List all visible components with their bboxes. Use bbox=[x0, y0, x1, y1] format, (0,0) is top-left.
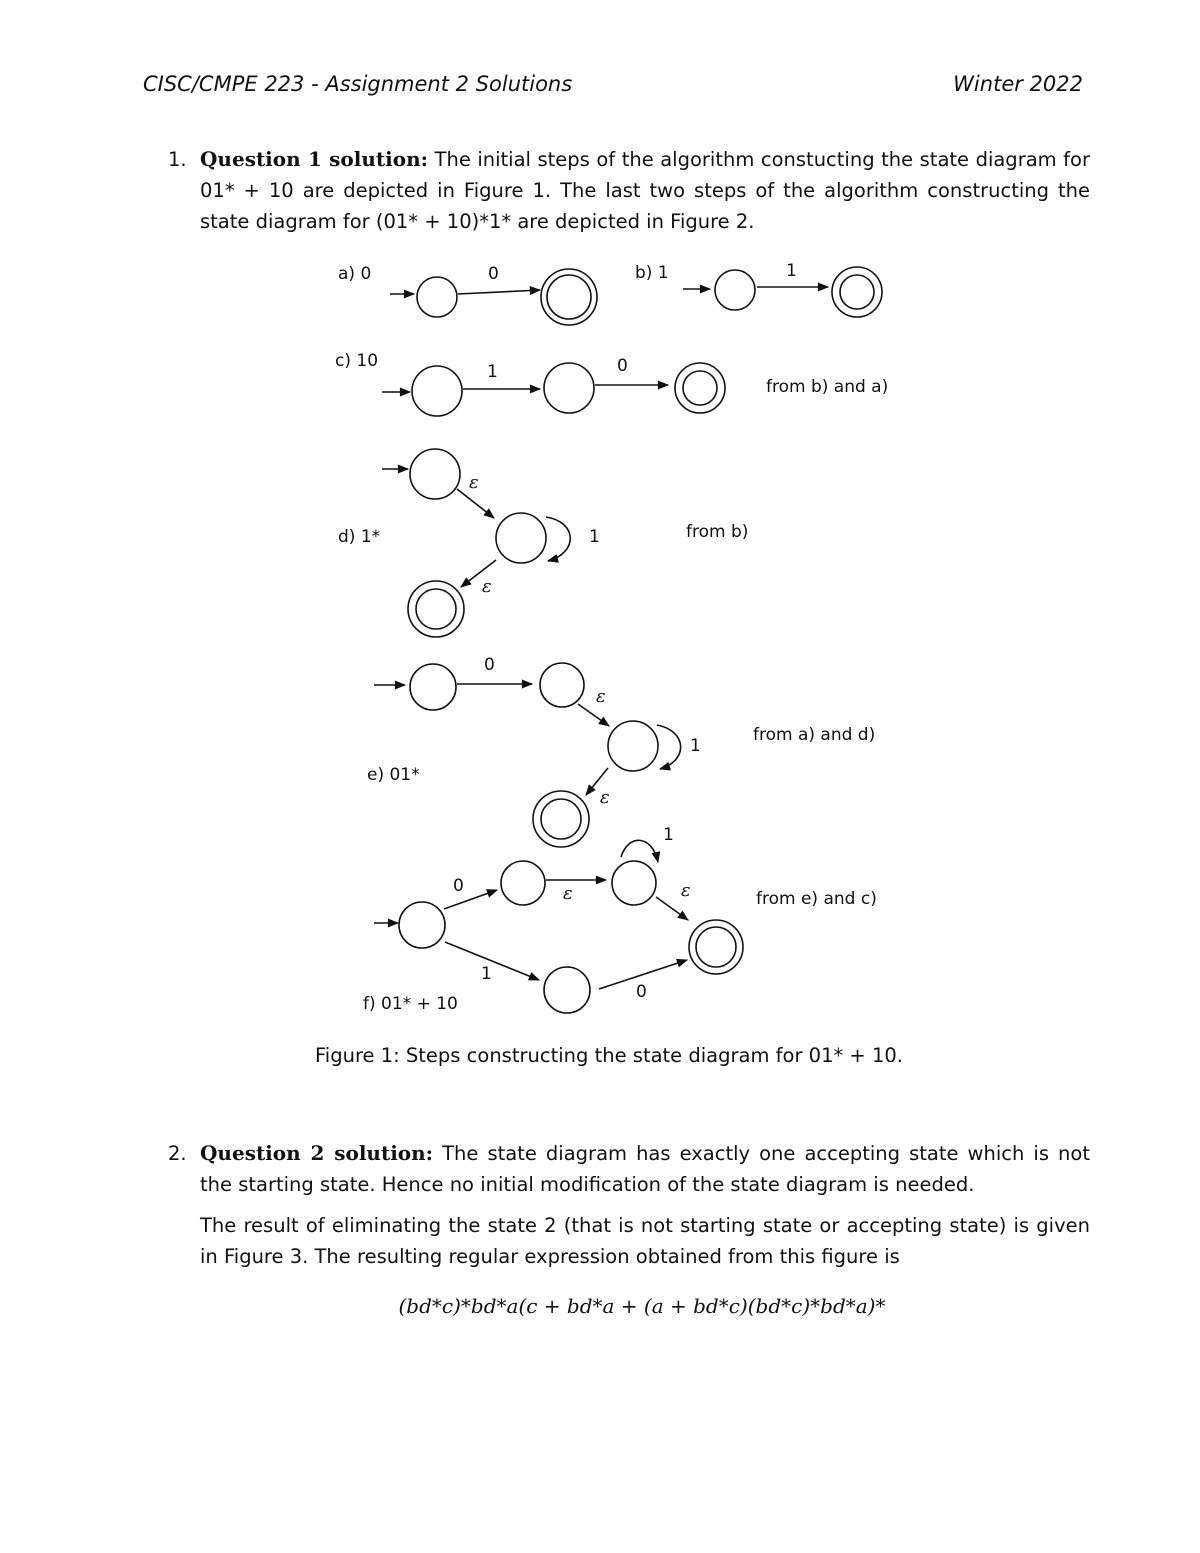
transition-label: 1 bbox=[690, 736, 701, 756]
transition-arrow bbox=[578, 704, 609, 726]
transition-label: ε bbox=[482, 576, 492, 597]
state-node bbox=[399, 902, 445, 948]
transition-label: ε bbox=[681, 880, 691, 901]
state-node bbox=[544, 363, 594, 413]
panel-label-d: d) 1* bbox=[338, 527, 381, 547]
note-e: from a) and d) bbox=[753, 725, 876, 745]
note-c: from b) and a) bbox=[766, 377, 889, 397]
question-2-paragraph-2: The result of eliminating the state 2 (that is not starting state or accepting state) is given in Figure 3. The resulting regular expression obtained from this figure is bbox=[200, 1214, 1090, 1268]
state-node bbox=[417, 277, 457, 317]
note-d: from b) bbox=[686, 522, 749, 542]
accepting-state-outer bbox=[689, 920, 743, 974]
state-node bbox=[715, 270, 755, 310]
panel-label-e: e) 01* bbox=[367, 765, 420, 785]
question-2-text: The state diagram has exactly one accepting state which is not the starting state. Hence no initial modification of the state diagram is needed. bbox=[200, 1142, 1090, 1196]
header-course-title: CISC/CMPE 223 - Assignment 2 Solutions bbox=[143, 72, 573, 96]
transition-label: 0 bbox=[453, 876, 464, 896]
transition-label: 0 bbox=[488, 264, 499, 284]
accepting-state-outer bbox=[541, 269, 597, 325]
transition-arrow bbox=[457, 489, 494, 518]
panel-label-a: a) 0 bbox=[338, 264, 372, 284]
panel-label-c: c) 10 bbox=[335, 351, 379, 371]
state-node bbox=[544, 967, 590, 1013]
state-node bbox=[612, 861, 656, 905]
state-node bbox=[410, 664, 456, 710]
question-2-number: 2. bbox=[168, 1142, 187, 1165]
question-2-label: Question 2 solution: bbox=[200, 1141, 434, 1165]
self-loop-arrow bbox=[621, 840, 658, 862]
accepting-state-inner bbox=[547, 275, 591, 319]
transition-label: 0 bbox=[484, 655, 495, 675]
regular-expression-equation: (bd*c)*bd*a(c + bd*a + (a + bd*c)(bd*c)*bd*a)* bbox=[398, 1294, 886, 1318]
accepting-state-inner bbox=[683, 371, 717, 405]
figure-caption: Figure 1: Steps constructing the state diagram for 01* + 10. bbox=[315, 1044, 903, 1067]
question-1-number: 1. bbox=[168, 148, 187, 171]
panel-label-b: b) 1 bbox=[635, 263, 669, 283]
transition-label: 1 bbox=[663, 825, 674, 845]
transition-arrow bbox=[444, 890, 497, 909]
transition-label: 0 bbox=[617, 356, 628, 376]
transition-label: 1 bbox=[589, 527, 600, 547]
transition-arrow bbox=[445, 942, 539, 980]
header-term: Winter 2022 bbox=[953, 72, 1083, 96]
state-node bbox=[410, 449, 460, 499]
accepting-state-inner bbox=[840, 275, 874, 309]
transition-label: ε bbox=[596, 686, 606, 707]
self-loop-arrow bbox=[546, 517, 570, 561]
transition-label: ε bbox=[563, 883, 573, 904]
accepting-state-inner bbox=[541, 799, 581, 839]
state-node bbox=[496, 513, 546, 563]
transition-label: 0 bbox=[636, 982, 647, 1002]
accepting-state-inner bbox=[416, 589, 456, 629]
transition-label: ε bbox=[469, 472, 479, 493]
state-node bbox=[540, 663, 584, 707]
transition-label: 1 bbox=[786, 261, 797, 281]
state-node bbox=[608, 721, 658, 771]
transition-label: 1 bbox=[487, 362, 498, 382]
state-node bbox=[501, 861, 545, 905]
state-node bbox=[412, 366, 462, 416]
transition-label: ε bbox=[600, 787, 610, 808]
transition-arrow bbox=[458, 290, 540, 294]
question-2-paragraph bbox=[200, 1138, 1090, 1200]
self-loop-arrow bbox=[657, 725, 681, 769]
question-1-label: Question 1 solution: bbox=[200, 147, 429, 171]
panel-label-f: f) 01* + 10 bbox=[363, 994, 458, 1014]
accepting-state-inner bbox=[696, 927, 736, 967]
note-f: from e) and c) bbox=[756, 889, 877, 909]
transition-label: 1 bbox=[481, 964, 492, 984]
question-1-text: The initial steps of the algorithm constucting the state diagram for 01* + 10 are depicted in Figure 1. The last two steps of the algorithm constructing the state diagram for (01* + 10)*1* are depicted in Figure 2. bbox=[200, 148, 1090, 233]
